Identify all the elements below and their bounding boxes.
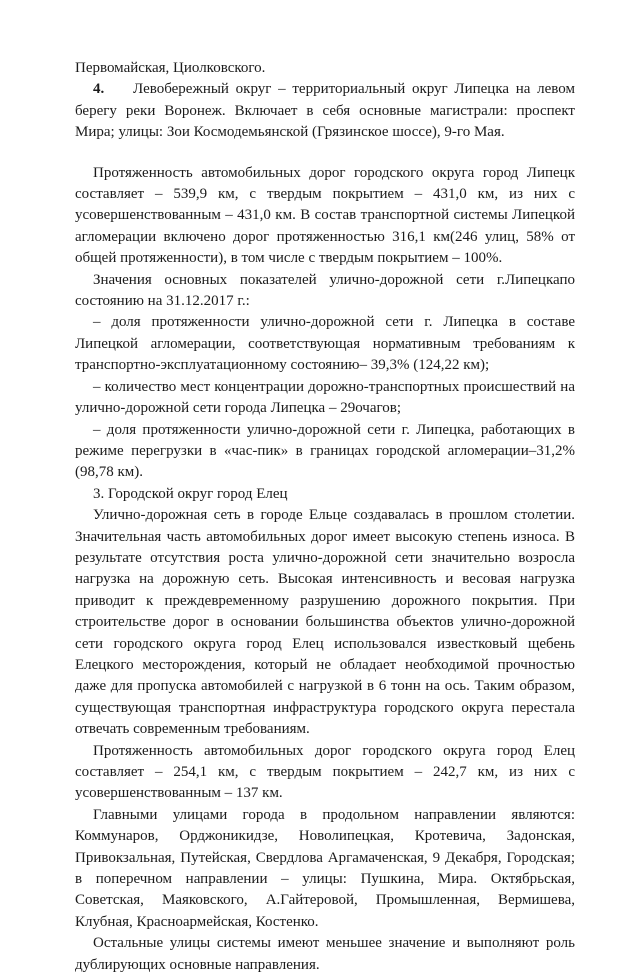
paragraph-yelets-road-length: Протяженность автомобильных дорог городского округа город Елец составляет – 254,1 км, с твердым покрытием – 242,7 км, из них с усовершенствованным – 137 км. — [75, 742, 575, 802]
paragraph-yelets-network: Улично-дорожная сеть в городе Ельце создавалась в прошлом столетии. Значительная часть автомобильных дорог имеет высокую степень износа. В результате отсутствия роста улично-дорожной сети значительно возросла нагрузка на дорожную сеть. Высокая интенсивность и весовая нагрузка приводит к преждевременному разрушению дорожного покрытия. При строительстве дорог в основании большинства объектов улично-дорожной сети городского округа город Елец использовался известковый щебень Елецкого месторождения, который не обладает необходимой прочностью даже для пропуска автомобилей с нагрузкой в 6 тонн на ось. Таким образом, существующая транспортная инфраструктура городского округа перестала отвечать современным требованиям. — [75, 507, 575, 738]
paragraph-left-bank-text: Левобережный округ – территориальный округ Липецка на левом берегу реки Воронеж. Включает в себя основные магистрали: проспект Мира; улицы: Зои Космодемьянской (Грязинское шоссе), 9-го Мая. — [75, 81, 575, 141]
bullet-accident-spots: – количество мест концентрации дорожно-транспортных происшествий на улично-дорожной сети города Липецка – 29очагов; — [75, 378, 575, 417]
paragraph-indicators-intro: Значения основных показателей улично-дорожной сети г.Липецкапо состоянию на 31.12.2017 г.: — [75, 271, 575, 310]
document-page — [75, 58, 575, 976]
list-number: 4. — [93, 81, 105, 98]
section-heading-yelets: 3. Городской округ город Елец — [93, 485, 288, 502]
bullet-overload-share: – доля протяженности улично-дорожной сети г. Липецка, работающих в режиме перегрузки в «час-пик» в границах городской агломерации–31,2%(98,78 км). — [75, 421, 575, 481]
paragraph-yelets-other-streets: Остальные улицы системы имеют меньшее значение и выполняют роль дублирующих основные направления. — [75, 935, 575, 973]
bullet-normative-share: – доля протяженности улично-дорожной сети г. Липецка в составе Липецкой агломерации, соответствующая нормативным требованиям к транспортно-эксплуатационному состоянию– 39,3% (124,22 км); — [75, 314, 575, 374]
paragraph-left-bank-district — [75, 79, 575, 143]
paragraph-district-streets-end: Первомайская, Циолковского. — [75, 60, 266, 76]
paragraph-gap — [75, 144, 575, 163]
paragraph-yelets-main-streets: Главными улицами города в продольном направлении являются: Коммунаров, Орджоникидзе, Новолипецкая, Кротевича, Задонская, Привокзальная, Путейская, Свердлова Аргамаченская, 9 Декабря, Городская; в поперечном направлении – улицы: Пушкина, Мира. Октябрьская, Советская, Маяковского, А.Гайтеровой, Промышленная, Вермишева, Клубная, Красноармейская, Костенко. — [75, 806, 575, 930]
paragraph-lipetsk-road-length: Протяженность автомобильных дорог городского округа город Липецк составляет – 539,9 км, с твердым покрытием – 431,0 км, из них с усовершенствованным – 431,0 км. В состав транспортной системы Липецкой агломерации включено дорог протяженностью 316,1 км(246 улиц, 58% от общей протяженности), в том числе с твердым покрытием – 100%. — [75, 164, 575, 267]
